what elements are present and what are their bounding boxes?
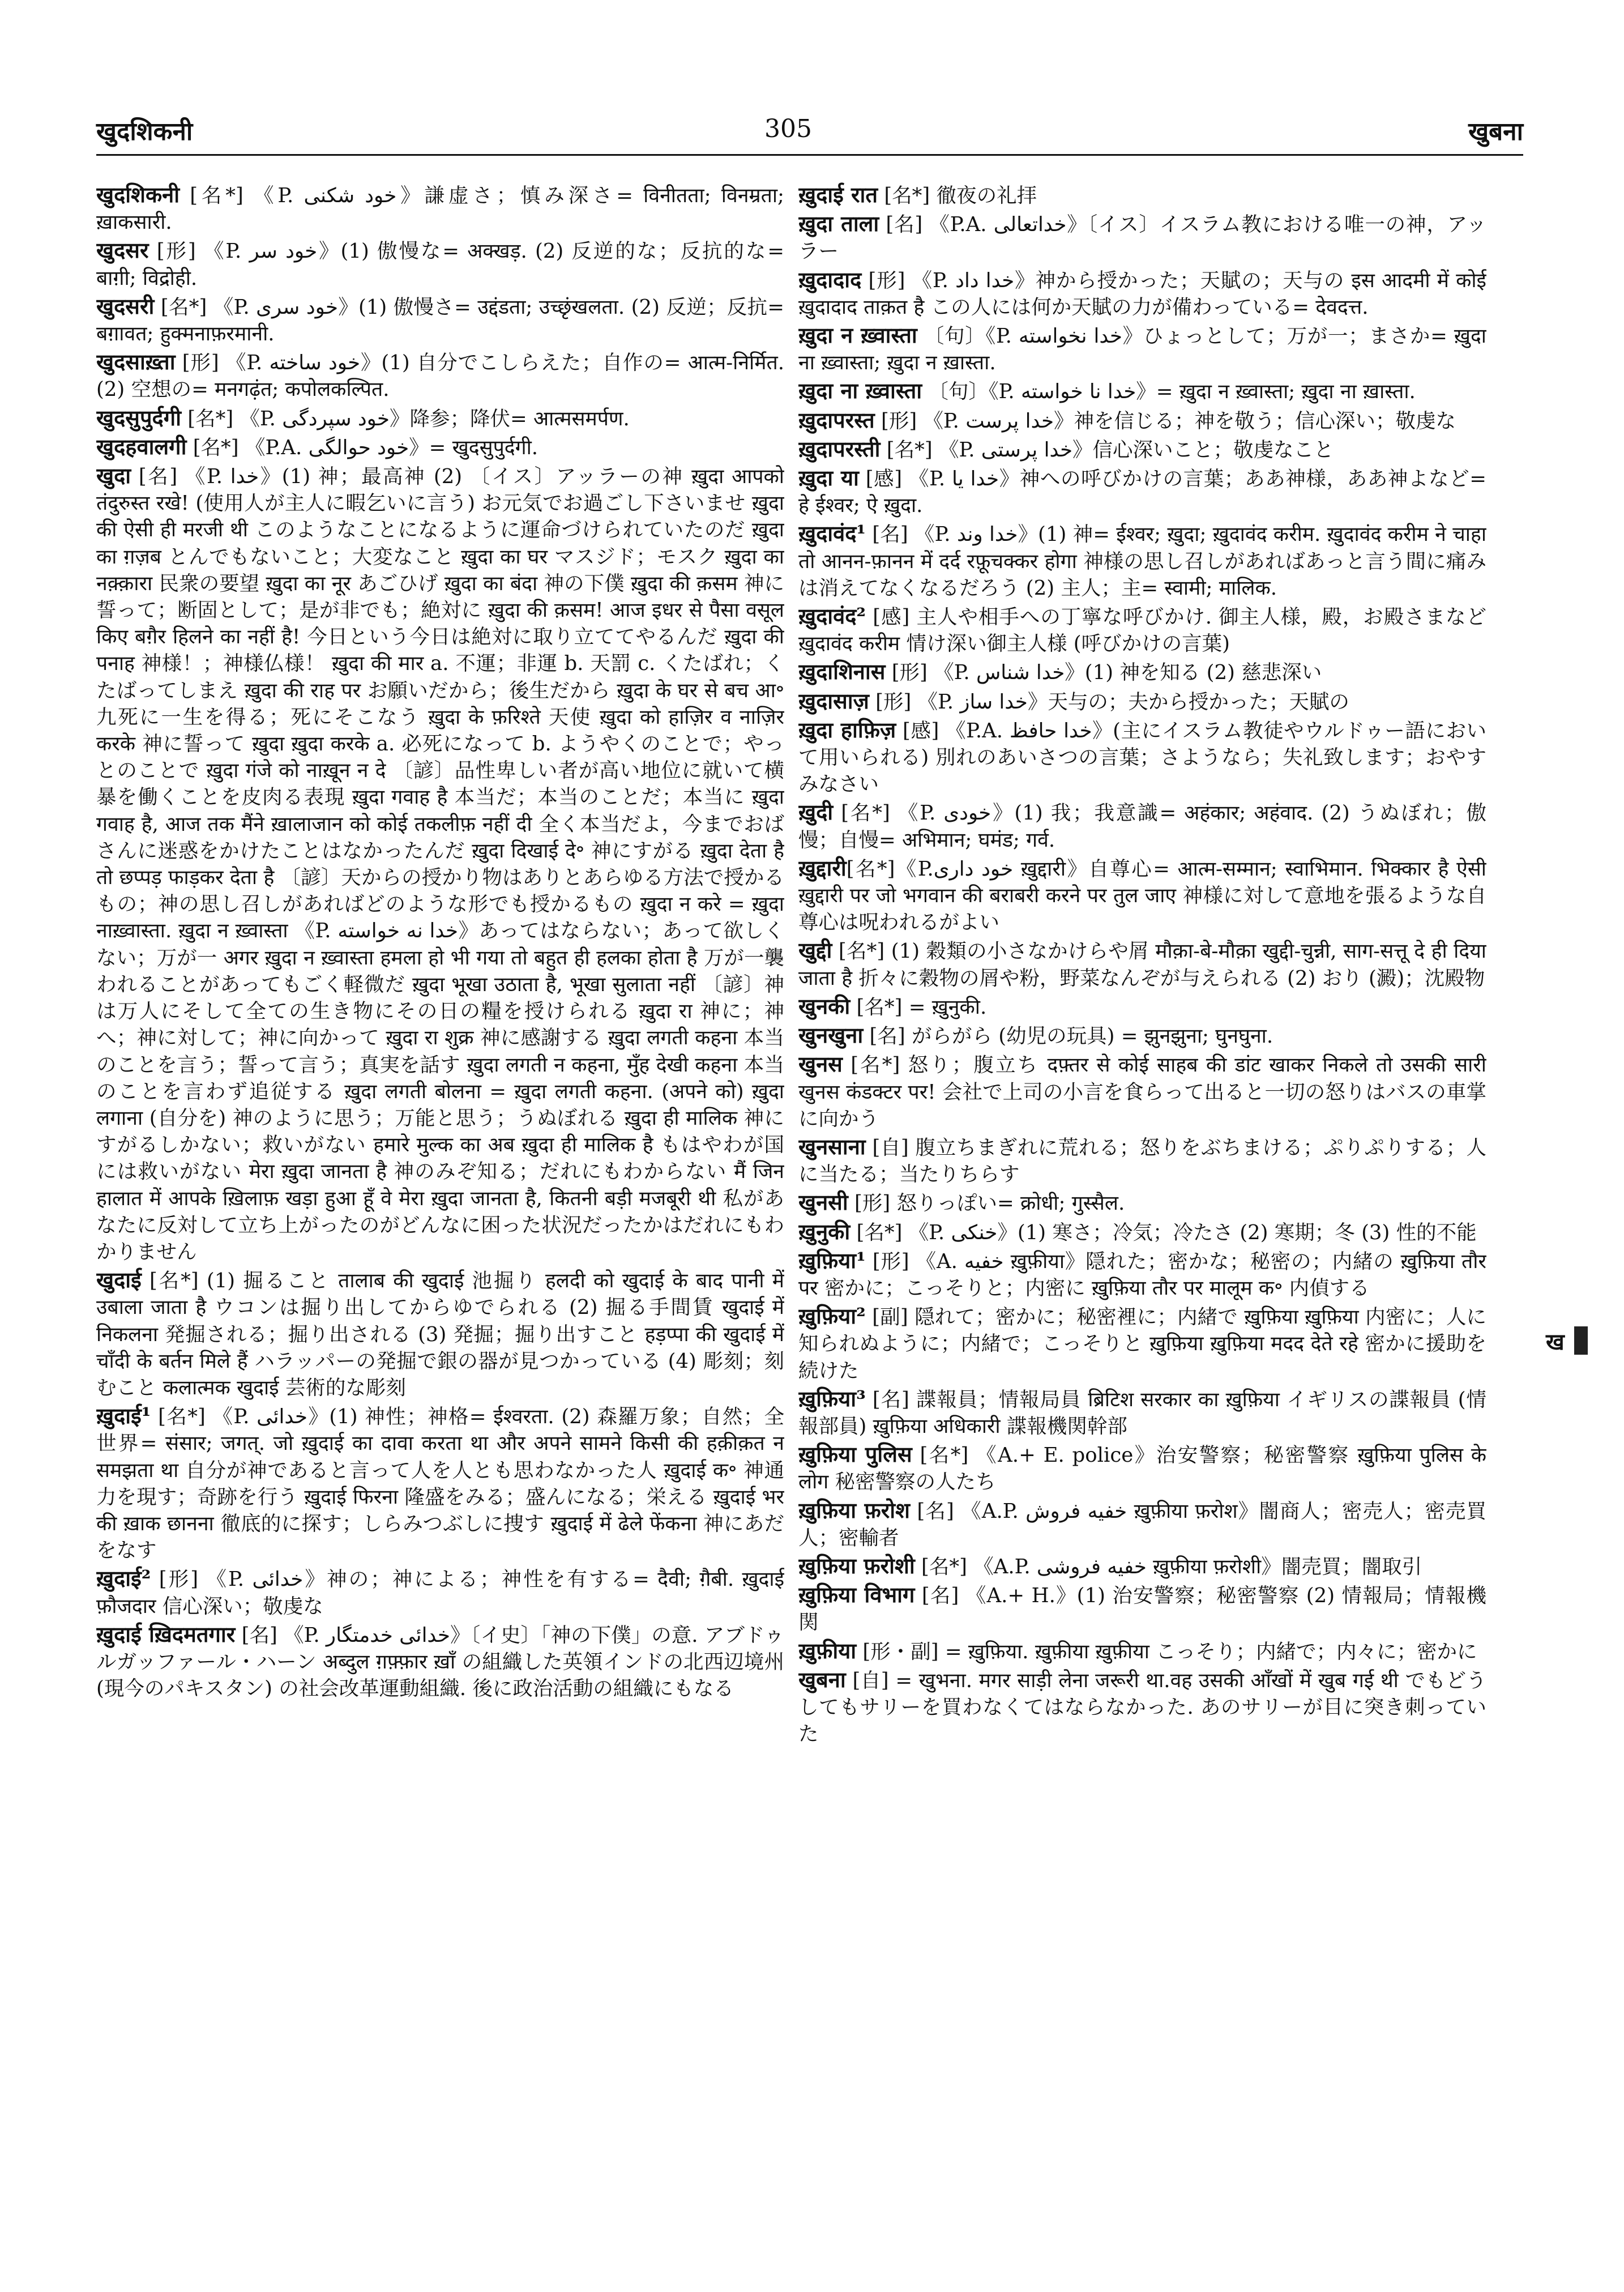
entry-definition: [形] 《P. خود سر》(1) 傲慢な= अक्खड़. (2) 反逆的な；反抗的な= बाग़ी; विद्रोही. [96,240,784,290]
page-number: 305 [764,114,812,143]
entry-headword: ख़ुदापरस्ती [798,436,881,462]
dictionary-entry [96,237,784,291]
entry-definition: [形] 《A. خفیه ख़ुफ़ीया》隠れた；密かな；秘密の；内緒の ख़ुफ़िया तौर पर 密かに；こっそりと；内密に ख़ुफ़िया तौर पर मालूम क॰ 内偵する [798,1249,1486,1300]
entry-headword: खुद्दी [798,937,832,963]
entry-definition: [形・副] = ख़ुफ़िया. ख़ुफ़ीया ख़ुफ़ीया こっそり；内緒で；内々に；密かに [856,1640,1477,1663]
dictionary-entry [798,1497,1486,1551]
entry-definition: [名*] (1) 掘ること तालाब की खुदाई 池掘り हलदी को खुदाई के बाद पानी में उबाला जाता है ウコンは掘り出してからゆでられる (2) 掘る手間賃 खुदाई में निकलना 発掘される；掘り出される (3) 発掘；掘り出すこと हड़प्पा की खुदाई में चाँदी के बर्तन मिले हैं ハラッパーの発掘で銀の器が見つかっている (4) 彫刻；刻むこと कलात्मक खुदाई 芸術的な彫刻 [96,1269,784,1399]
thumb-index-bar [1574,1326,1588,1355]
entry-headword: ख़ुफ़िया विभाग [798,1582,915,1608]
dictionary-entry [798,407,1486,434]
entry-headword: खुदसाख़्ता [96,349,176,375]
entry-headword: ख़ुफ़िया फ़रोशी [798,1552,915,1578]
dictionary-entry [798,688,1486,715]
entry-headword: ख़ुदावंद¹ [798,520,866,547]
dictionary-entry [798,1637,1486,1665]
dictionary-entry [798,716,1486,798]
entry-headword: ख़ुदी [798,799,834,825]
thumb-index-tab [1546,1325,1597,1356]
entry-definition: [名*] 《A.+ E. police》治安警察；秘密警察 ख़ुफ़िया पुलिस के लोग 秘密警察の人たち [798,1444,1486,1494]
header-rule [96,154,1523,156]
entry-headword: खुनस [798,1051,843,1077]
entry-headword: ख़ुफ़िया¹ [798,1247,866,1273]
entry-definition: [形] 《P. خدا شناس》(1) 神を知る (2) 慈悲深い [885,661,1322,685]
entry-headword: खुदा [96,463,131,489]
entry-headword: ख़ुदाई रात [798,182,878,207]
entry-headword: ख़ुदासाज़ [798,688,869,714]
entry-definition: [名*] 《P. خدا پرستی》信心深いこと；敬虔なこと [880,438,1334,462]
dictionary-entry [96,433,784,461]
entry-headword: खुनकी [798,993,851,1019]
entry-headword: ख़ुदा हाफ़िज़ [798,716,896,742]
entry-definition: [名*] 《P. خنکی》(1) 寒さ；冷気；冷たさ (2) 寒期；冬 (3) 性的不能 [850,1220,1477,1244]
dictionary-entry [798,377,1486,405]
entry-definition: [名*] 《P.A. خود حوالگی》= खुदसुपुर्दगी. [186,436,539,459]
dictionary-entry [96,293,784,347]
entry-definition: [名*] 怒り；腹立ち दफ़्तर से कोई साहब की डांट खाकर निकले तो उसकी सारी खुनस कंडक्टर पर! 会社で上司の小言を食らって出ると一切の怒りはバスの車掌に向かう [798,1053,1486,1130]
dictionary-entry [798,1441,1486,1495]
entry-headword: ख़ुदाई ख़िदमतगार [96,1621,236,1647]
dictionary-entry [798,855,1486,936]
dictionary-entry [798,603,1486,657]
entry-headword: ख़ुदादाद [798,266,862,292]
entry-headword: ख़ुदाशिनास [798,659,886,685]
dictionary-entry [96,1565,784,1619]
entry-headword: खुबना [798,1666,846,1692]
dictionary-entry [798,1247,1486,1301]
entry-headword: ख़ुदाई² [96,1565,151,1591]
entry-headword: ख़ुफ़िया³ [798,1385,866,1411]
left-guide-word: खुदशिकनी [96,117,193,146]
entry-definition: [名] 諜報員；情報局員 ब्रिटिश सरकार का ख़ुफ़िया イギリスの諜報員 (情報部員) ख़ुफ़िया अधिकारी 諜報機関幹部 [798,1388,1486,1438]
dictionary-entry [798,1189,1486,1217]
entry-definition: 〔句〕《P. خدا نخواسته》ひょっとして；万が一；まさか= ख़ुदा ना ख़्वास्ता; ख़ुदा न ख़ास्ता. [798,325,1486,375]
entry-definition: [名*] 《P. خودی》(1) 我；我意識= अहंकार; अहंवाद. (2) うぬぼれ；傲慢；自慢= अभिमान; घमंड; गर्व. [798,801,1486,852]
right-guide-word: खुबना [1468,117,1523,146]
page-header [96,113,1523,153]
entry-definition: 〔句〕《P. خدا نا خواسته》= ख़ुदा न ख़्वास्ता; ख़ुदा ना ख़ास्ता. [922,380,1416,404]
dictionary-entry [798,1218,1486,1246]
entry-definition: [感] 主人や相手への丁寧な呼びかけ. 御主人様，殿，お殿さまなど ख़ुदावंद करीम 情け深い御主人様 (呼びかけの言葉) [798,605,1486,656]
entry-headword: ख़ुफ़िया पुलिस [798,1441,912,1467]
entry-definition: [名*] 《P. خود شکنی》謙虚さ；慎み深さ= विनीतता; विनम्रता; ख़ाकसारी. [96,184,784,234]
dictionary-entry [96,404,784,432]
entry-definition: [自] 腹立ちまぎれに荒れる；怒りをぶちまける；ぷりぷりする；人に当たる；当たりちらす [798,1136,1486,1186]
entry-headword: खुनसाना [798,1133,866,1159]
entry-headword: खुदहवालगी [96,433,187,459]
entry-definition: [形] 《P. خود ساخته》(1) 自分でこしらえた；自作の= आत्म-निर्मित. (2) 空想の= मनगढ़ंत; कपोलकल्पित. [96,351,784,402]
entry-headword: खुदाई [96,1267,142,1293]
entry-definition: [自] = खुभना. मगर साड़ी लेना जरूरी था.वह उसकी आँखों में खुब गई थी でもどうしてもサリーを買わなくてはならなかった. あのサリーが目に突き刺っていた [798,1668,1486,1746]
dictionary-entry [798,1051,1486,1132]
entry-definition: [名*] 徹夜の礼拝 [878,184,1037,207]
entry-headword: ख़ुदापरस्त [798,407,875,433]
entry-definition: [名*] 《P. خود سری》(1) 傲慢さ= उद्दंडता; उच्छृंखलता. (2) 反逆；反抗= बग़ावत; हुक्मनाफ़रमानी. [96,295,784,346]
dictionary-entry [798,1552,1486,1580]
entry-definition: [名*] 《P. خدائی》(1) 神性；神格= ईश्वरता. (2) 森羅万象；自然；全世界= संसार; जगत्. जो ख़ुदाई का दावा करता था और अपने सामने किसी की हक़ीक़त न समझता था 自分が神であると言って人を人とも思わなかった人 ख़ुदाई क॰ 神通力を現す；奇跡を行う ख़ुदाई फिरना 隆盛をみる；盛んになる；栄える ख़ुदाई भर की ख़ाक छानना 徹底的に探す；しらみつぶしに捜す ख़ुदाई में ढेले फेंकना 神にあだをなす [96,1405,784,1563]
entry-definition: [名] 《A.P. خفیه فروش ख़ुफ़ीया फ़रोश》闇商人；密売人；密売買人；密輸者 [798,1499,1486,1550]
entry-headword: ख़ुदाई¹ [96,1403,151,1429]
dictionary-entry [96,181,784,236]
entry-headword: ख़ुदा न ख़्वास्ता [798,322,917,348]
entry-definition: [名] 《A.+ H.》(1) 治安警察；秘密警察 (2) 情報局；情報機関 [798,1584,1486,1634]
entry-headword: खुदशिकनी [96,182,180,207]
dictionary-entry [798,1385,1486,1440]
entry-headword: ख़ुदा ताला [798,211,879,237]
dictionary-entry [798,1666,1486,1748]
entry-headword: खुनसी [798,1189,848,1215]
entry-headword: ख़ुदावंद² [798,603,866,629]
dictionary-entry [798,993,1486,1021]
entry-headword: खुदसर [96,237,149,263]
dictionary-entry [798,1581,1486,1636]
dictionary-entry [798,436,1486,463]
entry-definition: [形] 《P. خدا داد》神から授かった；天賦の；天与の इस आदमी में कोई ख़ुदादाद ताक़त है この人には何か天賦の力が備わっている= देवदत्त. [798,268,1486,319]
dictionary-entry [798,210,1486,264]
entry-definition: [名] 《P. خدا وند》(1) 神= ईश्वर; ख़ुदा; ख़ुदावंद करीम. ख़ुदावंद करीम ने चाहा तो आनन-फ़ानन में दर्द रफ़ूचक्कर होगा 神様の思し召しがあればあっと言う間に痛みは消えてなくなるだろう (2) 主人；主= स्वामी; मालिक. [798,523,1486,600]
entry-definition: [名*]《P.خود داری ख़ुद्दारी》自尊心= आत्म-सम्मान; स्वाभिमान. भिक्कार है ऐसी ख़ुद्दारी पर जो भगवान की बराबरी करने पर तुल जाए 神様に対して意地を張るような自尊心は呪われるがよい [798,857,1486,934]
entry-definition: [名*] (1) 穀類の小さなかけらや屑 मौक़ा-बे-मौक़ा खुद्दी-चुन्नी, साग-सत्तू दे ही दिया जाता है 折々に穀物の屑や粉，野菜なんぞが与えられる (2) おり (澱)；沈殿物 [798,940,1486,990]
dictionary-entry [798,1303,1486,1384]
entry-definition: [形] 《P. خدا ساز》天与の；夫から授かった；天賦の [869,690,1349,714]
dictionary-entry [798,322,1486,376]
entry-definition: [名] がらがら (幼児の玩具) = झुनझुना; घुनघुना. [863,1025,1273,1048]
dictionary-entry [96,1402,784,1564]
entry-definition: [形] 《P. خدائی》神の；神による；神性を有する= दैवी; ग़ैबी. ख़ुदाई फ़ौजदार 信心深い；敬虔な [96,1568,784,1618]
entry-definition: [形] 《P. خدا پرست》神を信じる；神を敬う；信心深い；敬虔な [874,409,1456,433]
entry-headword: खुदसरी [96,293,155,319]
entry-headword: ख़ुफ़िया फ़रोश [798,1497,910,1523]
dictionary-entry [96,1266,784,1401]
right-column [798,181,1486,2231]
dictionary-entry [96,462,784,1265]
entry-definition: [名] 《P. خدائی خدمتگار》〔イ史〕「神の下僕」の意. アブドゥルガッファール・ハーン अब्दुल ग़फ़्फ़ार ख़ाँ の組織した英領インドの北西辺境州 (現今のパキスタン) の社会改革運動組織. 後に政治活動の組織にもなる [96,1623,784,1701]
entry-definition: [名] 《P. خدا》(1) 神；最高神 (2) 〔イス〕アッラーの神 ख़ुदा आपको तंदुरुस्त रखे! (使用人が主人に暇乞いに言う) お元気でお過ごし下さいませ ख़ुदा की ऐसी ही मरजी थी このようなことになるように運命づけられていたのだ ख़ुदा का ग़ज़ब とんでもないこと；大変なこと ख़ुदा का घर マスジド；モスク ख़ुदा का नक़्क़ारा 民衆の要望 ख़ुदा का नूर あごひげ ख़ुदा का बंदा 神の下僕 ख़ुदा की क़सम 神に誓って；断固として；是が非でも；絶対に ख़ुदा की क़सम! आज इधर से पैसा वसूल किए बग़ैर हिलने का नहीं है! 今日という今日は絶対に取り立ててやるんだ ख़ुदा की पनाह 神様！；神様仏様！ ख़ुदा की मार a. 不運；非運 b. 天罰 c. くたばれ；くたばってしまえ ख़ुदा की राह पर お願いだから；後生だから ख़ुदा के घर से बच आ॰ 九死に一生を得る；死にそこなう ख़ुदा के फ़रिश्ते 天使 ख़ुदा को हाज़िर व नाज़िर करके 神に誓って ख़ुदा ख़ुदा करके a. 必死になって b. ようやくのことで；やっとのことで ख़ुदा गंजे को नाख़ून न दे 〔諺〕品性卑しい者が高い地位に就いて横暴を働くことを皮肉る表現 ख़ुदा गवाह है 本当だ；本当のことだ；本当に ख़ुदा गवाह है, आज तक मैंने ख़ालाजान को कोई तकलीफ़ नहीं दी 全く本当だよ，今までおばさんに迷惑をかけたことはなかったんだ ख़ुदा दिखाई दे॰ 神にすがる ख़ुदा देता है तो छप्पड़ फाड़कर देता है 〔諺〕天からの授かり物はありとあらゆる方法で授かるもの；神の思し召しがあればどのような形でも授かるもの ख़ुदा न करे = ख़ुदा नाख़्वास्ता. ख़ुदा न ख़्वास्ता 《P. خدا نه خواسته》あってはならない；あって欲しくない；万が一 अगर ख़ुदा न ख़्वास्ता हमला हो भी गया तो बहुत ही हलका होता है 万が一襲われることがあってもごく軽微だ ख़ुदा भूखा उठाता है, भूखा सुलाता नहीं 〔諺〕神は万人にそして全ての生き物にその日の糧を授けられる ख़ुदा रा 神に；神へ；神に対して；神に向かって ख़ुदा रा शुक्र 神に感謝する ख़ुदा लगती कहना 本当のことを言う；誓って言う；真実を話す ख़ुदा लगती न कहना, मुँह देखी कहना 本当のことを言わず追従する ख़ुदा लगती बोलना = ख़ुदा लगती कहना. (अपने को) ख़ुदा लगाना (自分を) 神のように思う；万能と思う；うぬぼれる ख़ुदा ही मालिक 神にすがるしかない；救いがない हमारे मुल्क का अब ख़ुदा ही मालिक है もはやわが国には救いがない मेरा ख़ुदा जानता है 神のみぞ知る；だれにもわからない मैं जिन हालात में आपके ख़िलाफ़ खड़ा हुआ हूँ वे मेरा ख़ुदा जानता है, कितनी बड़ी मजबूरी थी 私があなたに反対して立ち上がったのがどんなに困った状況だったかはだれにもわかりません [96,465,784,1264]
entry-headword: ख़ुनुकी [798,1218,851,1244]
entry-headword: ख़ुदा या [798,465,859,491]
dictionary-entry [798,181,1486,209]
entry-headword: ख़ुदा ना ख़्वास्ता [798,378,922,404]
dictionary-entry [798,799,1486,853]
entry-definition: [感] 《P.A. خدا حافظ》(主にイスラム教徒やウルドゥー語において用いられる) 別れのあいさつの言葉；さようなら；失礼致します；おやすみなさい [798,719,1486,796]
entry-headword: ख़ुद्दारी [798,855,847,881]
dictionary-entry [798,658,1486,686]
dictionary-entry [96,348,784,403]
entry-definition: [名] 《P.A. خداتعالی》〔イス〕イスラム教における唯一の神，アッラー [798,213,1486,263]
dictionary-entry [798,266,1486,321]
entry-headword: खुनखुना [798,1022,864,1048]
entry-headword: ख़ुफ़िया² [798,1303,866,1329]
dictionary-entry [798,464,1486,519]
entry-definition: [形] 怒りっぽい= क्रोधी; गुस्सैल. [848,1192,1125,1215]
dictionary-entry [798,937,1486,991]
dictionary-entry [798,1133,1486,1188]
entry-definition: [名*] 《A.P. خفیه فروشی ख़ुफ़ीया फ़रोशी》闇売買；闇取引 [914,1555,1422,1578]
dictionary-entry [798,1022,1486,1049]
left-column [96,181,784,2231]
entry-headword: ख़ुफ़ीया [798,1637,857,1663]
dictionary-entry [96,1621,784,1702]
entry-definition: [感] 《P. خدا یا》神への呼びかけの言葉；ああ神様，ああ神よなど= हे ईश्वर; ऐ ख़ुदा. [798,467,1486,518]
entry-definition: [名*] = ख़ुनुकी. [850,995,987,1019]
entry-headword: खुदसुपुर्दगी [96,404,181,430]
dictionary-entry [798,520,1486,601]
entry-definition: [副] 隠れて；密かに；秘密裡に；内緒で ख़ुफ़िया ख़ुफ़िया 内密に；人に知られぬように；内緒で；こっそりと ख़ुफ़िया ख़ुफ़िया मदद देते रहे 密かに援助を続けた [798,1305,1486,1382]
entry-definition: [名*] 《P. خود سپردگی》降参；降伏= आत्मसमर्पण. [181,407,630,430]
thumb-index-letter: ख [1546,1329,1565,1355]
